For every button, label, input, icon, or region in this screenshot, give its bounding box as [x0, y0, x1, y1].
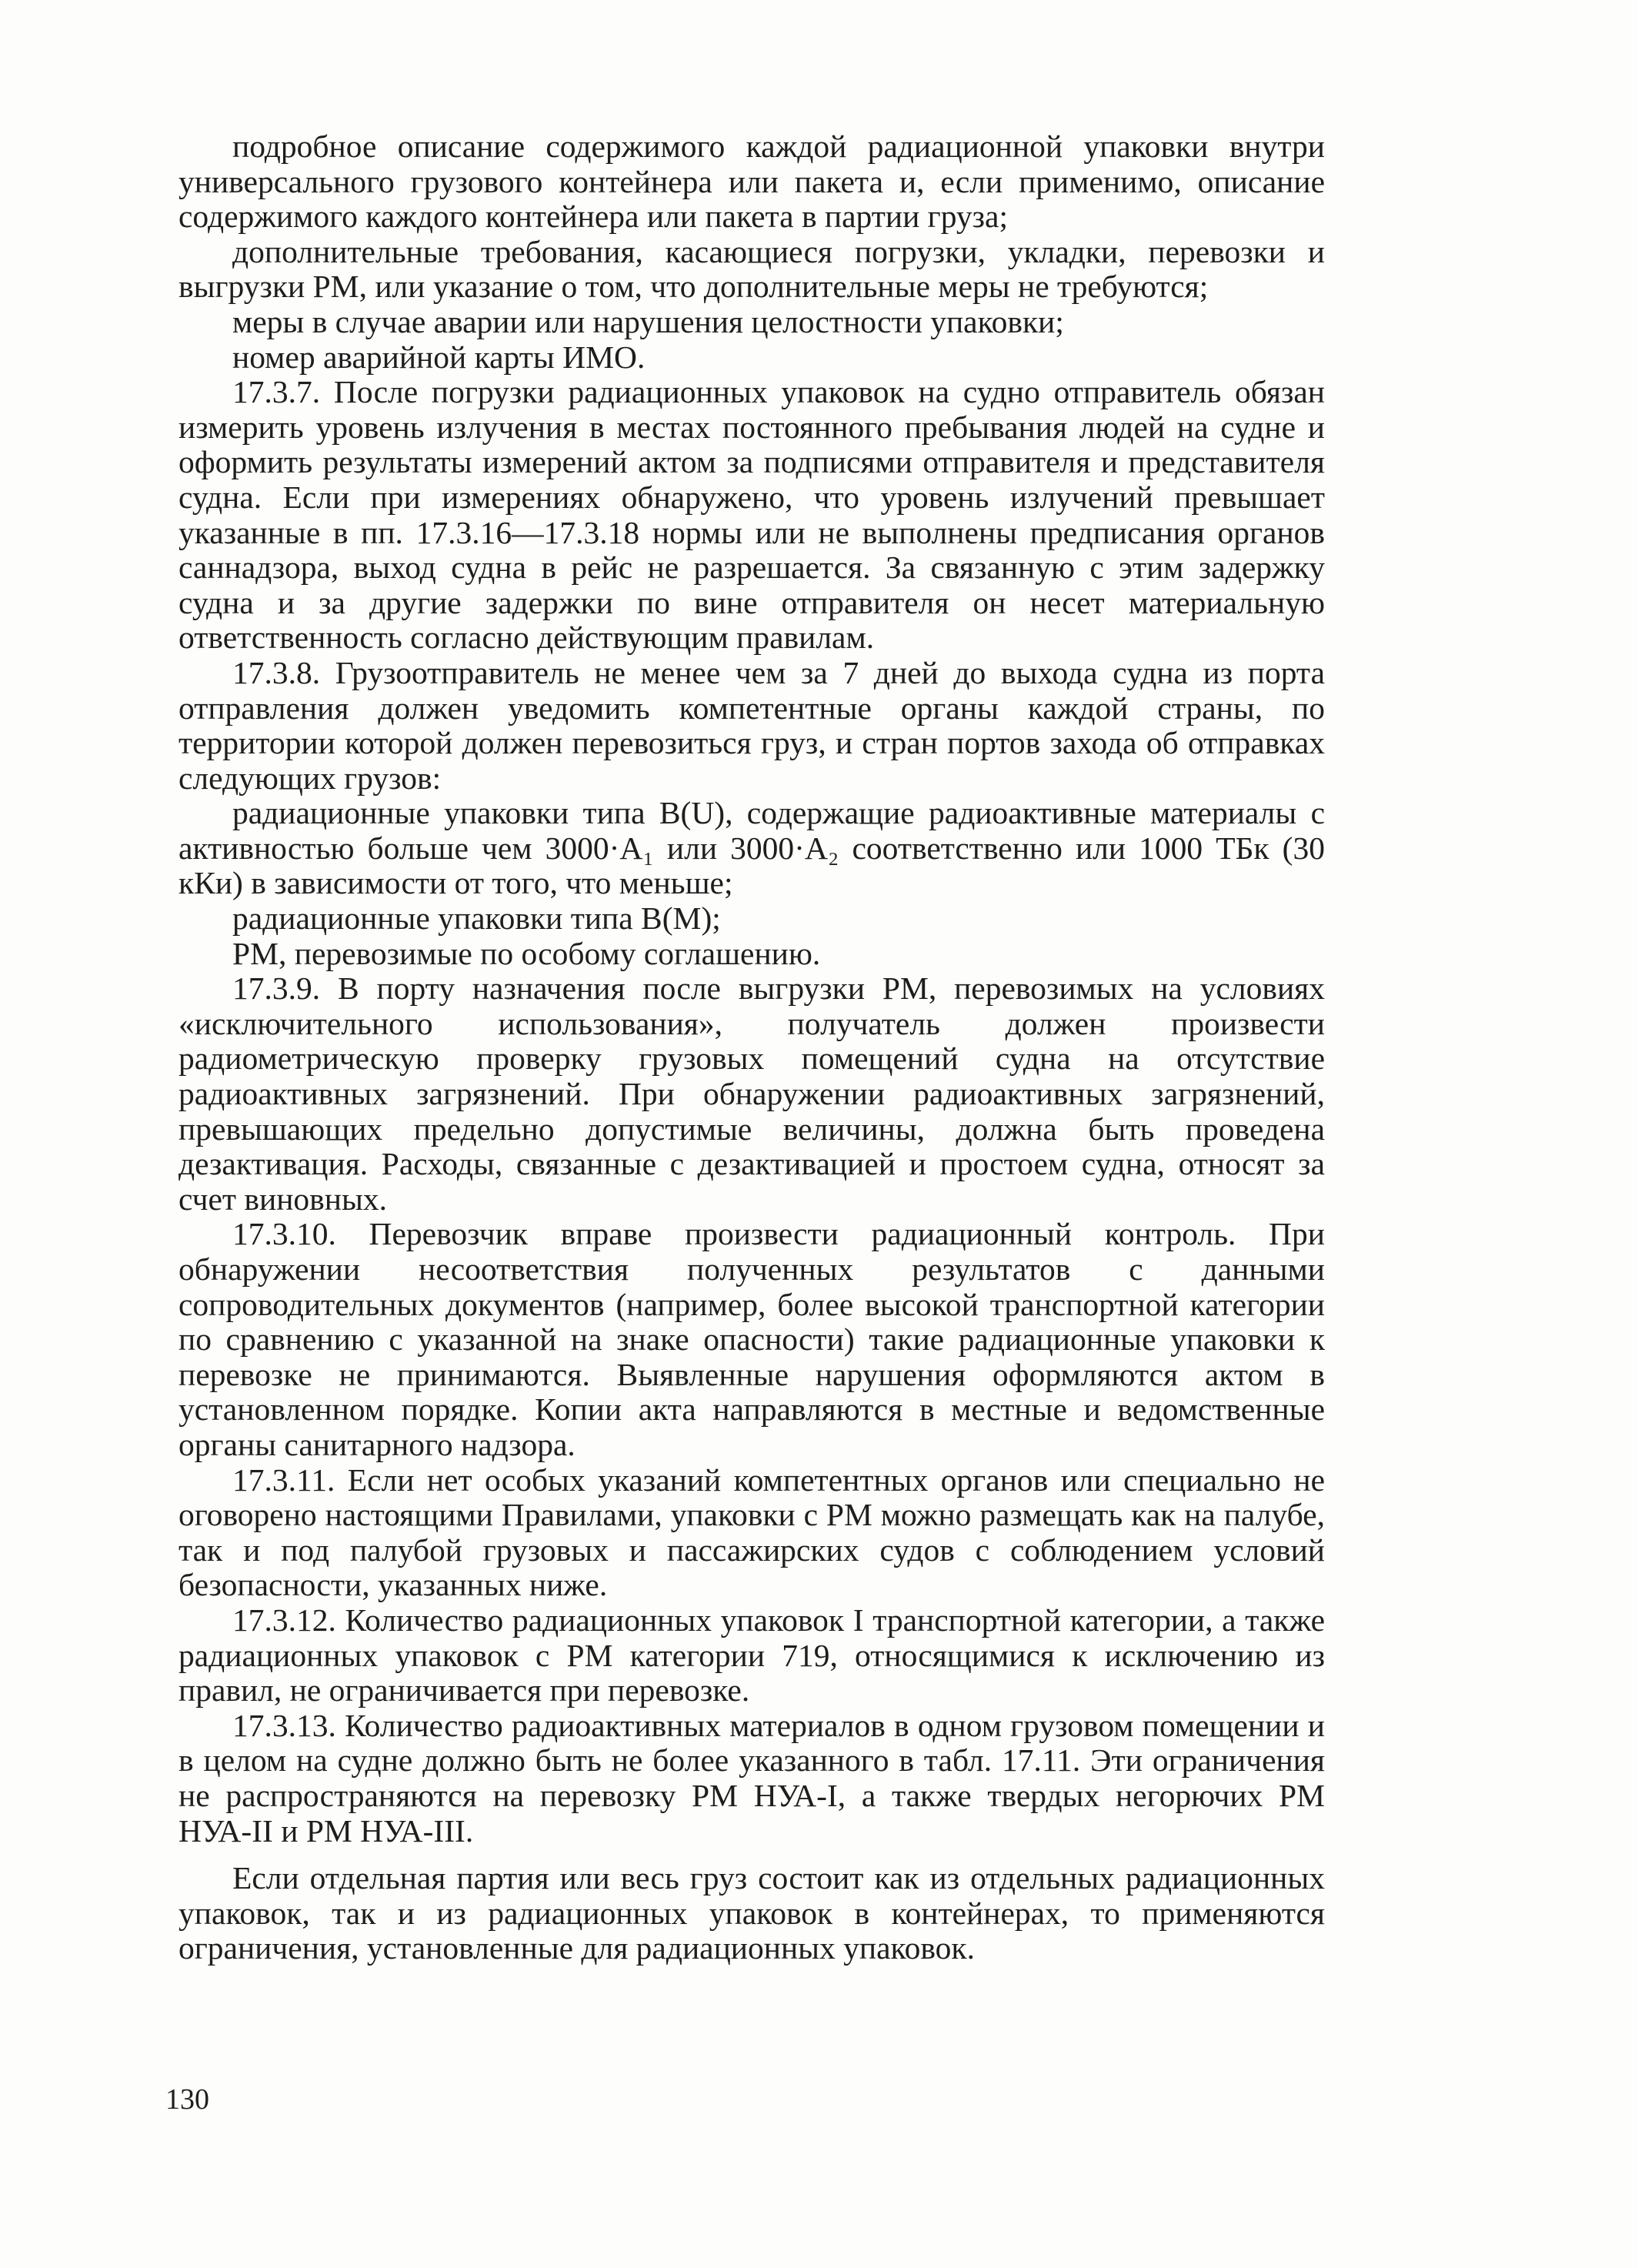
paragraph-17-3-13: 17.3.13. Количество радиоактивных материалов в одном грузовом помещении и в целом на судне должно быть не более указанного в табл. 17.11. Эти ограничения не распространяются на перевозку РМ НУА-I, а также твердых негорючих РМ НУА-II и РМ НУА-III.	[178, 1707, 1325, 1849]
body-text	[178, 129, 1325, 1966]
paragraph-special-arrangement: РМ, перевозимые по особому соглашению.	[232, 935, 821, 971]
paragraph-additional-requirements: дополнительные требования, касающиеся погрузки, укладки, перевозки и выгрузки РМ, или указание о том, что дополнительные меры не требуются;	[178, 233, 1325, 305]
paragraph-type-bu-packages: радиационные упаковки типа B(U), содержащие радиоактивные материалы с активностью больше чем 3000·A₁ или 3000·A₂ соответственно или 1000 ТБк (30 кКи) в зависимости от того, что меньше;	[178, 795, 1325, 901]
paragraph-mixed-consignment: Если отдельная партия или весь груз состоит как из отдельных радиационных упаковок, так и из радиационных упаковок в контейнерах, то применяются ограничения, установленные для радиационных упаковок.	[178, 1860, 1325, 1966]
paragraph-17-3-7: 17.3.7. После погрузки радиационных упаковок на судно отправитель обязан измерить уровень излучения в местах постоянного пребывания людей на судне и оформить результаты измерений актом за подписями отправителя и представителя судна. Если при измерениях обнаружено, что уровень излучений превышает указанные в пп. 17.3.16—17.3.18 нормы или не выполнены предписания органов саннадзора, выход судна в рейс не разрешается. За связанную с этим задержку судна и за другие задержки по вине отправителя он несет материальную ответственность согласно действующим правилам.	[178, 374, 1325, 656]
paragraph-17-3-10: 17.3.10. Перевозчик вправе произвести радиационный контроль. При обнаружении несоответствия полученных результатов с данными сопроводительных документов (например, более высокой транспортной категории по сравнению с указанной на знаке опасности) такие радиационные упаковки к перевозке не принимаются. Выявленные нарушения оформляются актом в установленном порядке. Копии акта направляются в местные и ведомственные органы санитарного надзора.	[178, 1216, 1325, 1462]
paragraph-imo-card: номер аварийной карты ИМО.	[232, 339, 646, 375]
paragraph-17-3-12: 17.3.12. Количество радиационных упаковок I транспортной категории, а также радиационных упаковок с РМ категории 719, относящимися к исключению из правил, не ограничивается при перевозке.	[178, 1602, 1325, 1709]
paragraph-17-3-9: 17.3.9. В порту назначения после выгрузки РМ, перевозимых на условиях «исключительного использования», получатель должен произвести радиометрическую проверку грузовых помещений судна на отсутствие радиоактивных загрязнений. При обнаружении радиоактивных загрязнений, превышающих предельно допустимые величины, должна быть проведена дезактивация. Расходы, связанные с дезактивацией и простоем судна, относят за счет виновных.	[178, 970, 1325, 1217]
page-number: 130	[165, 2083, 209, 2116]
paragraph-emergency-measures: меры в случае аварии или нарушения целостности упаковки;	[232, 303, 1064, 339]
paragraph-17-3-11: 17.3.11. Если нет особых указаний компетентных органов или специально не оговорено настоящими Правилами, упаковки с РМ можно размещать как на палубе, так и под палубой грузовых и пассажирских судов с соблюдением условий безопасности, указанных ниже.	[178, 1461, 1325, 1603]
paragraph-17-3-8: 17.3.8. Грузоотправитель не менее чем за 7 дней до выхода судна из порта отправления должен уведомить компетентные органы каждой страны, по территории которой должен перевозиться груз, и стран портов захода об отправках следующих грузов:	[178, 654, 1325, 796]
paragraph-type-bm-packages: радиационные упаковки типа B(M);	[232, 900, 721, 937]
paragraph-contents-description: подробное описание содержимого каждой радиационной упаковки внутри универсального грузового контейнера или пакета и, если применимо, описание содержимого каждого контейнера или пакета в партии груза;	[178, 129, 1325, 235]
